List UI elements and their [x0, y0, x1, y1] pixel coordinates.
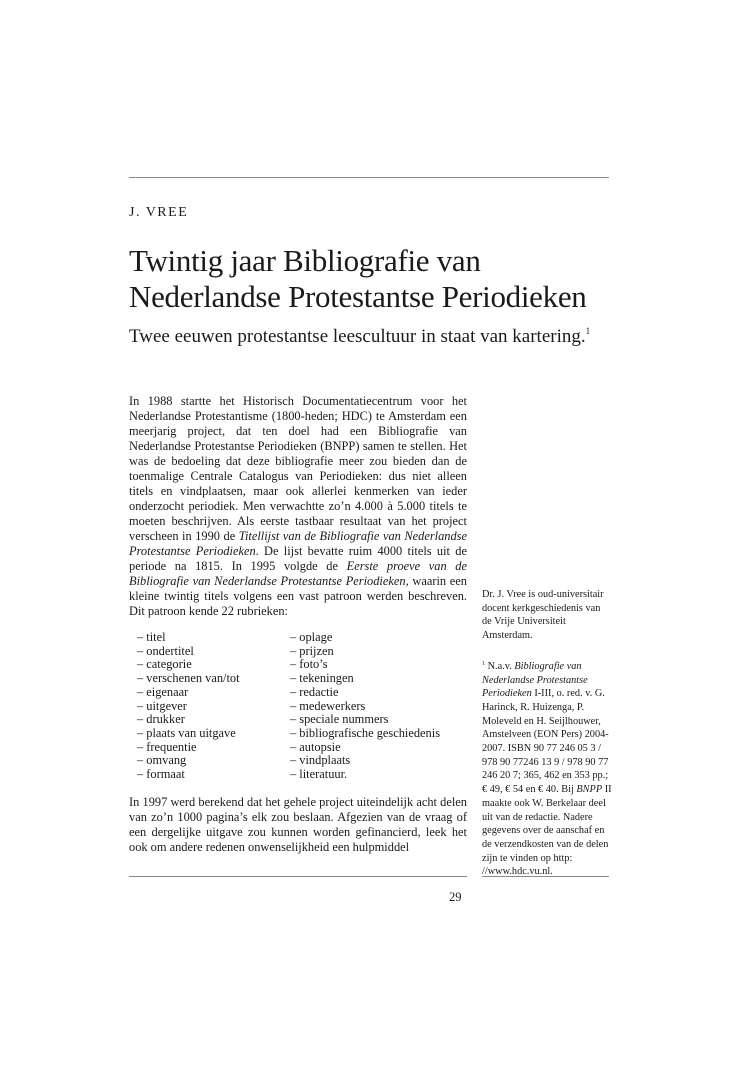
list-item: – vindplaats: [290, 753, 351, 768]
side-column: [482, 588, 612, 879]
title-line-1: Twintig jaar Bibliografie van: [129, 243, 481, 278]
p1-text-c: , waarin een kleine twintig titels volgens een vast patroon werden beschreven. Dit patroon kende 22 rubrieken:: [129, 574, 467, 618]
list-item: – speciale nummers: [290, 712, 389, 727]
p1-text-a: In 1988 startte het Historisch Documentatiecentrum voor het Nederlandse Protestantisme (1800-heden; HDC) te Amsterdam een meerjarig project, dat ten doel had een Bibliografie van Nederlandse Protestantse Periodieken (BNPP) samen te stellen. Het was de bedoeling dat deze bibliografie meer zou bieden dan de toenmalige Centrale Catalogus van Periodieken: dus niet alleen titels en vindplaatsen, maar ook allerlei kenmerken van ieder onderzocht periodiek. Men verwachtte zo’n 4.000 à 5.000 titels te moeten beschrijven. Als eerste tastbaar resultaat van het project verscheen in 1990 de: [129, 394, 467, 543]
top-rule: [129, 177, 609, 178]
list-item: – frequentie: [137, 739, 197, 754]
list-item: – ondertitel: [137, 643, 194, 658]
list-item: – verschenen van/tot: [137, 671, 240, 686]
article-subtitle: [129, 326, 590, 348]
title-line-2: Nederlandse Protestantse Periodieken: [129, 279, 587, 314]
list-item: – bibliografische geschiedenis: [290, 725, 441, 740]
footnote-1: [482, 658, 612, 879]
list-item: – plaats van uitgave: [137, 725, 236, 740]
main-column: [129, 394, 467, 855]
list-item: – prijzen: [290, 643, 334, 658]
list-item: – eigenaar: [137, 684, 189, 699]
bottom-rule-side: [482, 876, 609, 877]
fn-text-b: I-III, o. red. v. G. Harinck, R. Huizenga, P. Moleveld en H. Seijlhouwer, Amstelveen (EON Pers) 2004-2007. ISBN 90 77 246 05 3 / 978 90 77246 13 9 / 978 90 77 246 20 7; 365, 462 en 353 pp.; € 49, € 54 en € 40. Bij: [482, 688, 609, 796]
fn-italic-2: BNPP: [576, 784, 603, 796]
list-item: – redactie: [290, 684, 339, 699]
article-title: [129, 243, 587, 315]
list-item: – uitgever: [137, 698, 187, 713]
list-item: – omvang: [137, 753, 187, 768]
p1-text-b: . De lijst bevatte ruim 4000 titels uit de periode na 1815. In 1995 volgde de: [129, 544, 467, 573]
rubrieken-column-left: [137, 631, 290, 782]
list-item: – formaat: [137, 767, 185, 782]
subtitle-text: Twee eeuwen protestantse leescultuur in staat van kartering.: [129, 326, 586, 347]
list-item: – foto’s: [290, 657, 328, 672]
p1-italic-1: Titellijst van de Bibliografie van Nederlandse Protestantse Periodieken: [129, 529, 467, 558]
p1-italic-2: Eerste proeve van de Bibliografie van Nederlandse Protestantse Periodieken: [129, 559, 467, 588]
list-item: – oplage: [290, 630, 333, 644]
list-item: – autopsie: [290, 739, 341, 754]
page-number: 29: [449, 890, 462, 904]
list-item: – titel: [137, 630, 166, 644]
author-name: J. VREE: [129, 205, 189, 220]
rubrieken-list: [137, 631, 467, 782]
list-item: – categorie: [137, 657, 192, 672]
list-item: – literatuur.: [290, 767, 348, 782]
subtitle-footnote-mark: 1: [585, 326, 591, 336]
paragraph-2: In 1997 werd berekend dat het gehele project uiteindelijk acht delen van zo’n 1000 pagina’s elk zou beslaan. Afgezien van de vraag of een dergelijke uitgave zou kunnen worden gefinancierd, leek het ook om andere redenen onwenselijkheid een hulpmiddel: [129, 794, 467, 854]
list-item: – medewerkers: [290, 698, 366, 713]
rubrieken-column-right: [290, 631, 475, 782]
list-item: – tekeningen: [290, 671, 354, 686]
paragraph-1: [129, 394, 467, 619]
fn-text-a: N.a.v.: [485, 660, 515, 672]
bottom-rule-main: [129, 876, 467, 877]
fn-text-c: II maakte ook W. Berkelaar deel uit van de redactie. Nadere gegevens over de aanschaf en de verzendkosten van de delen zijn te vinden op http: //www.hdc.vu.nl.: [482, 784, 612, 878]
fn-italic-1: Bibliografie van Nederlandse Protestantse Periodieken: [482, 660, 588, 700]
list-item: – drukker: [137, 712, 185, 727]
author-bio: Dr. J. Vree is oud-universitair docent kerkgeschiedenis van de Vrije Universiteit Amsterdam.: [482, 589, 604, 642]
footnote-number: 1: [482, 660, 485, 667]
